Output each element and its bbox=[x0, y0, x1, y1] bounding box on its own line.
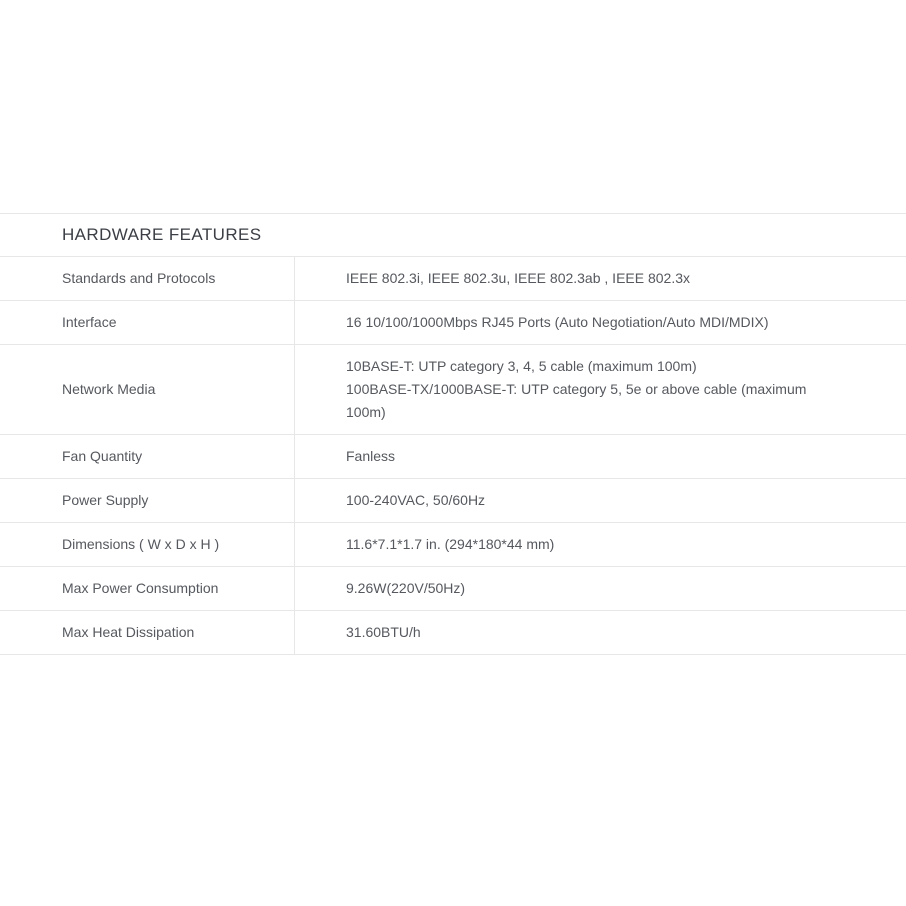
spec-label-cell bbox=[0, 257, 295, 300]
spec-value-line: 31.60BTU/h bbox=[346, 624, 421, 640]
spec-value-cell bbox=[295, 611, 906, 654]
spec-label-cell bbox=[0, 523, 295, 566]
spec-row bbox=[0, 478, 906, 522]
spec-value-line: 11.6*7.1*1.7 in. (294*180*44 mm) bbox=[346, 536, 555, 552]
spec-label: Max Power Consumption bbox=[62, 580, 219, 596]
spec-value-line: 100BASE-TX/1000BASE-T: UTP category 5, 5e or above cable (maximum 100m) bbox=[346, 381, 807, 420]
spec-label-cell bbox=[0, 479, 295, 522]
spec-value-line: 10BASE-T: UTP category 3, 4, 5 cable (maximum 100m) bbox=[346, 358, 697, 374]
hardware-features-section bbox=[0, 213, 906, 655]
spec-value-cell bbox=[295, 301, 906, 344]
spec-row bbox=[0, 256, 906, 300]
spec-label-cell bbox=[0, 301, 295, 344]
spec-value-line: 100-240VAC, 50/60Hz bbox=[346, 492, 486, 508]
spec-row bbox=[0, 434, 906, 478]
spec-label-cell bbox=[0, 435, 295, 478]
spec-label-cell bbox=[0, 345, 295, 434]
section-header bbox=[0, 213, 906, 256]
spec-table bbox=[0, 256, 906, 655]
spec-label: Standards and Protocols bbox=[62, 270, 216, 286]
spec-value-line: 16 10/100/1000Mbps RJ45 Ports (Auto Negotiation/Auto MDI/MDIX) bbox=[346, 314, 769, 330]
spec-label: Interface bbox=[62, 314, 117, 330]
spec-row bbox=[0, 610, 906, 654]
spec-label-cell bbox=[0, 611, 295, 654]
spec-row bbox=[0, 344, 906, 434]
spec-value-line: IEEE 802.3i, IEEE 802.3u, IEEE 802.3ab , IEEE 802.3x bbox=[346, 270, 691, 286]
spec-value-line: 9.26W(220V/50Hz) bbox=[346, 580, 466, 596]
spec-row bbox=[0, 522, 906, 566]
spec-value-cell bbox=[295, 435, 906, 478]
spec-row bbox=[0, 566, 906, 610]
section-title: HARDWARE FEATURES bbox=[62, 225, 262, 244]
spec-value-line: Fanless bbox=[346, 448, 396, 464]
spec-label-cell bbox=[0, 567, 295, 610]
spec-label: Max Heat Dissipation bbox=[62, 624, 195, 640]
spec-label: Dimensions ( W x D x H ) bbox=[62, 536, 220, 552]
spec-label: Network Media bbox=[62, 381, 156, 397]
spec-value-cell bbox=[295, 257, 906, 300]
spec-value-cell bbox=[295, 523, 906, 566]
spec-row bbox=[0, 300, 906, 344]
spec-value-cell bbox=[295, 479, 906, 522]
spec-value-cell bbox=[295, 567, 906, 610]
spec-label: Power Supply bbox=[62, 492, 149, 508]
spec-label: Fan Quantity bbox=[62, 448, 143, 464]
spec-value-cell bbox=[295, 345, 906, 434]
